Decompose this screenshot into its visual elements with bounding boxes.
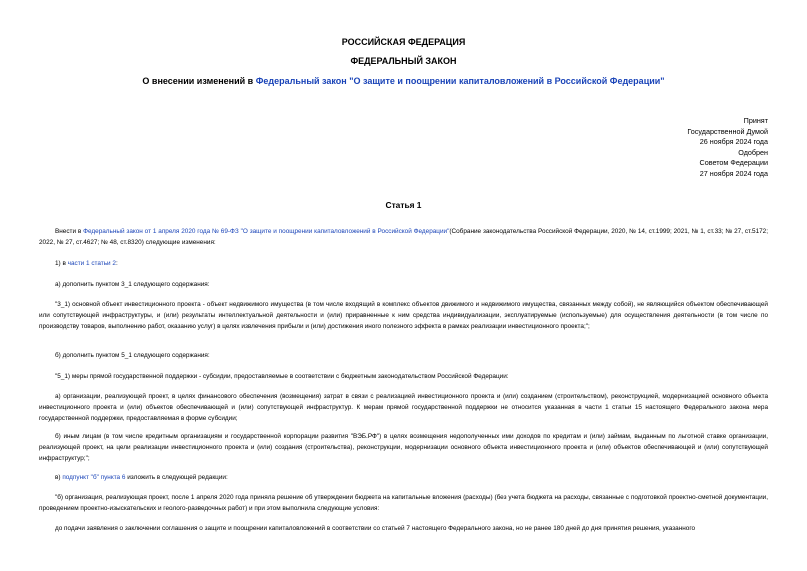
paragraph-item-1	[39, 258, 768, 269]
law-title-link[interactable]: Федеральный закон "О защите и поощрении капиталовложений в Российской Федерации"	[255, 76, 665, 86]
approval-line-1: Принят	[743, 116, 768, 125]
approval-line-3: 26 ноября 2024 года	[699, 137, 768, 146]
approval-block	[687, 116, 768, 179]
paragraph-new-subclause-b: "б) организация, реализующая проект, после 1 апреля 2020 года приняла решение об утверждении бюджета на капитальные вложения (расходы) (без учета бюджета на расходы, связанные с подготовкой проектно-сметной документации, проведением проектно-изыскательских и геолого-разведочных работ) и при этом выполнила следующие условия:	[39, 494, 768, 512]
paragraph-clause-5-1-b: б) иным лицам (в том числе кредитным организациям и государственной корпорации развития "ВЭБ.РФ") в целях возмещения недополученных ими доходов по кредитам и (или) займам, выданным по льготной ставке организации, реализующей проект, на цели реализации инвестиционного проекта и (или) создания (строительства), реконструкции, модернизации основного объекта инвестиционного проекта и (или) объектов обеспечивающей и (или) сопутствующей инфраструктур;";	[39, 433, 768, 462]
paragraph-intro	[39, 226, 768, 248]
approval-line-5: Советом Федерации	[699, 158, 768, 167]
paragraph-sub-c-post: изложить в следующей редакции:	[125, 474, 228, 481]
paragraph-sub-a: а) дополнить пунктом 3_1 следующего содержания:	[55, 281, 210, 288]
approval-line-4: Одобрен	[738, 147, 768, 157]
law-title	[0, 76, 807, 86]
law-title-prefix: О внесении изменений в	[142, 76, 256, 86]
paragraph-intro-pre: Внести в	[55, 228, 84, 235]
paragraph-clause-3-1: "3_1) основной объект инвестиционного проекта - объект недвижимого имущества (в том числе входящий в комплекс объектов движимого и недвижимого имущества, связанных между собой), не являющийся объектом обеспечивающей или сопутствующей инфраструктуры, и (или) результаты интеллектуальной деятельности и (или) приравненные к ним средства индивидуализации, эксплуатируемые (используемые) для осуществления деятельности (в том числе по производству товаров, выполнению работ, оказанию услуг) в целях извлечения прибыли и (или) достижения иного полезного эффекта в рамках реализации инвестиционного проекта;";	[39, 301, 768, 330]
subclause-b-item-6-link[interactable]: подпункт "б" пункта 6	[62, 474, 126, 481]
paragraph-intro-post: (Собрание законодательства Российской Федерации, 2020, № 14, ст.1999; 2021, № 1, ст.33; № 27, ст.5172; 2022, № 27, ст.4627; № 48, ст.8320) следующие изменения:	[39, 228, 769, 246]
paragraph-clause-5-1-a: а) организации, реализующей проект, в целях финансового обеспечения (возмещения) затрат в связи с реализацией инвестиционного проекта и (или) созданием (строительством), реконструкцией, модернизацией основного объекта инвестиционного проекта и (или) объектов обеспечивающей и (или) сопутствующей инфраструктур. К мерам прямой государственной поддержки не относится указанная в части 1 статьи 15 настоящего Федерального закона мера государственной поддержки, предоставляемая в форме субсидии;	[39, 393, 768, 422]
paragraph-clause-5-1: "5_1) меры прямой государственной поддержки - субсидии, предоставляемые в соответствии с бюджетным законодательством Российской Федерации:	[55, 373, 509, 380]
part-1-article-2-link[interactable]: части 1 статьи 2	[67, 260, 116, 267]
country-heading: РОССИЙСКАЯ ФЕДЕРАЦИЯ	[341, 37, 466, 47]
paragraph-sub-b: б) дополнить пунктом 5_1 следующего содержания:	[55, 352, 210, 359]
paragraph-sub-c-pre: в)	[55, 474, 63, 481]
paragraph-condition: до подачи заявления о заключении соглашения о защите и поощрении капиталовложений в соответствии со статьей 7 настоящего Федерального закона, но не ранее 180 дней до дня принятия решения, указанного	[55, 525, 696, 532]
paragraph-sub-c	[39, 472, 768, 483]
paragraph-item-1-post: :	[115, 260, 118, 267]
approval-line-6: 27 ноября 2024 года	[699, 168, 768, 178]
referenced-law-link[interactable]: Федеральный закон от 1 апреля 2020 года № 69-ФЗ "О защите и поощрении капиталовложений в Российской Федерации"	[83, 228, 450, 235]
article-title: Статья 1	[385, 200, 422, 210]
approval-line-2: Государственной Думой	[687, 126, 768, 136]
law-type-heading: ФЕДЕРАЛЬНЫЙ ЗАКОН	[350, 56, 457, 66]
paragraph-item-1-pre: 1) в	[55, 260, 68, 267]
